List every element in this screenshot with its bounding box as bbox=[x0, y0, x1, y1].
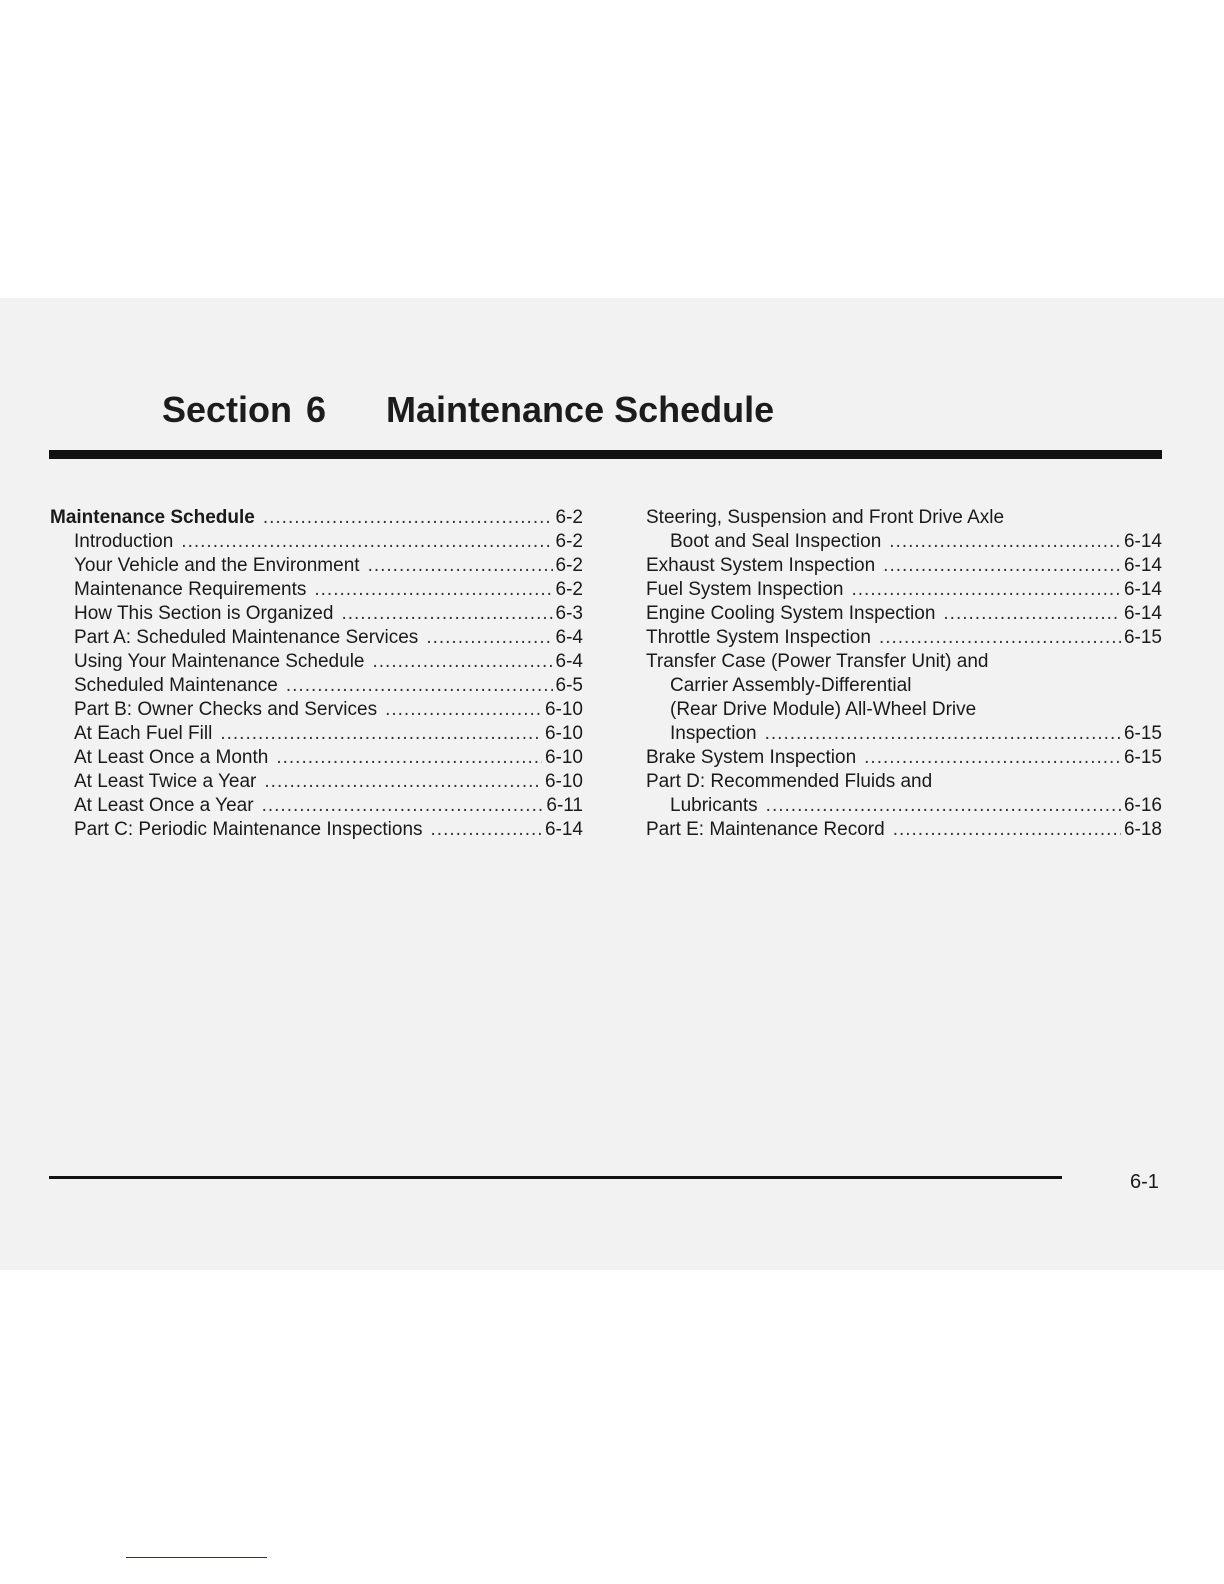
toc-page: 6-10 bbox=[544, 771, 583, 792]
toc-label: Part B: Owner Checks and Services bbox=[74, 699, 378, 720]
toc-label: Throttle System Inspection bbox=[646, 627, 871, 648]
toc-entry-brake[interactable] bbox=[646, 746, 1162, 770]
toc-entry-once-a-year[interactable] bbox=[50, 794, 583, 818]
toc-entry-maintenance-record[interactable] bbox=[646, 818, 1162, 842]
toc-page: 6-2 bbox=[555, 579, 583, 600]
toc-label: Inspection bbox=[670, 723, 757, 744]
toc-leader bbox=[181, 530, 552, 554]
toc-leader bbox=[879, 626, 1121, 650]
toc-label: Brake System Inspection bbox=[646, 747, 857, 768]
toc-right-column bbox=[646, 506, 1162, 842]
toc-steering-line1[interactable]: Steering, Suspension and Front Drive Axle bbox=[646, 507, 1005, 528]
link-underline[interactable] bbox=[126, 1557, 267, 1558]
section-title-text: Maintenance Schedule bbox=[386, 389, 775, 430]
toc-page: 6-14 bbox=[1123, 603, 1162, 624]
toc-leader bbox=[372, 650, 552, 674]
toc-page: 6-14 bbox=[1123, 579, 1162, 600]
toc-label: Maintenance Schedule bbox=[50, 507, 255, 528]
toc-leader bbox=[220, 722, 542, 746]
toc-entry-part-a[interactable] bbox=[50, 626, 583, 650]
toc-entry-part-c[interactable] bbox=[50, 818, 583, 842]
page-number: 6-1 bbox=[1130, 1171, 1159, 1193]
toc-page: 6-11 bbox=[546, 795, 583, 816]
toc-page: 6-10 bbox=[544, 699, 583, 720]
toc-label: At Least Once a Year bbox=[74, 795, 254, 816]
toc-entry-maintenance-schedule[interactable] bbox=[50, 506, 583, 530]
toc-label: At Each Fuel Fill bbox=[74, 723, 213, 744]
toc-label: Introduction bbox=[74, 531, 174, 552]
toc-label: Part A: Scheduled Maintenance Services bbox=[74, 627, 419, 648]
section-number: 6 bbox=[306, 389, 327, 430]
toc-page: 6-5 bbox=[555, 675, 583, 696]
toc-leader bbox=[341, 602, 552, 626]
toc-label: Scheduled Maintenance bbox=[74, 675, 278, 696]
toc-leader bbox=[262, 794, 544, 818]
toc-page: 6-4 bbox=[555, 651, 583, 672]
toc-leader bbox=[263, 506, 553, 530]
toc-page: 6-2 bbox=[555, 531, 583, 552]
toc-page: 6-2 bbox=[555, 507, 583, 528]
toc-page: 6-15 bbox=[1123, 627, 1162, 648]
toc-entry-vehicle-environment[interactable] bbox=[50, 554, 583, 578]
toc-leader bbox=[765, 722, 1121, 746]
toc-entry-introduction[interactable] bbox=[50, 530, 583, 554]
toc-entry-section-organized[interactable] bbox=[50, 602, 583, 626]
toc-entry-transfer-case[interactable] bbox=[646, 722, 1162, 746]
toc-page: 6-10 bbox=[544, 723, 583, 744]
toc-page: 6-14 bbox=[544, 819, 583, 840]
toc-label: Exhaust System Inspection bbox=[646, 555, 876, 576]
toc-page: 6-14 bbox=[1123, 531, 1162, 552]
toc-label: How This Section is Organized bbox=[74, 603, 334, 624]
toc-entry-twice-a-year[interactable] bbox=[50, 770, 583, 794]
toc-entry-engine-cooling[interactable] bbox=[646, 602, 1162, 626]
toc-leader bbox=[851, 578, 1120, 602]
toc-entry-exhaust[interactable] bbox=[646, 554, 1162, 578]
toc-leader bbox=[264, 770, 542, 794]
section-label: Section bbox=[162, 389, 293, 430]
toc-page: 6-15 bbox=[1123, 747, 1162, 768]
toc-transfer-line3[interactable]: (Rear Drive Module) All-Wheel Drive bbox=[670, 699, 977, 720]
toc-entry-fuel-system[interactable] bbox=[646, 578, 1162, 602]
toc-leader bbox=[286, 674, 553, 698]
toc-page: 6-15 bbox=[1123, 723, 1162, 744]
toc-page: 6-3 bbox=[555, 603, 583, 624]
toc-leader bbox=[368, 554, 553, 578]
toc-entry-fluids[interactable] bbox=[646, 794, 1162, 818]
toc-entry-steering[interactable] bbox=[646, 530, 1162, 554]
toc-label: Using Your Maintenance Schedule bbox=[74, 651, 365, 672]
toc-leader bbox=[883, 554, 1121, 578]
top-rule bbox=[49, 450, 1162, 459]
toc-label: At Least Once a Month bbox=[74, 747, 269, 768]
toc-fluids-line1[interactable]: Part D: Recommended Fluids and bbox=[646, 771, 933, 792]
toc-leader bbox=[314, 578, 552, 602]
toc-left-column bbox=[50, 506, 583, 842]
toc-label: Engine Cooling System Inspection bbox=[646, 603, 936, 624]
toc-entry-part-b[interactable] bbox=[50, 698, 583, 722]
toc-leader bbox=[893, 818, 1121, 842]
toc-transfer-line2[interactable]: Carrier Assembly-Differential bbox=[670, 675, 912, 696]
toc-entry-once-a-month[interactable] bbox=[50, 746, 583, 770]
toc-label: Boot and Seal Inspection bbox=[670, 531, 882, 552]
toc-page: 6-10 bbox=[544, 747, 583, 768]
toc-leader bbox=[431, 818, 542, 842]
toc-leader bbox=[276, 746, 542, 770]
toc-entry-scheduled-maintenance[interactable] bbox=[50, 674, 583, 698]
toc-page: 6-4 bbox=[555, 627, 583, 648]
bottom-rule bbox=[49, 1176, 1062, 1179]
toc-leader bbox=[864, 746, 1121, 770]
toc-label: Fuel System Inspection bbox=[646, 579, 844, 600]
toc-entry-each-fuel-fill[interactable] bbox=[50, 722, 583, 746]
toc-entry-using-schedule[interactable] bbox=[50, 650, 583, 674]
toc-entry-maintenance-requirements[interactable] bbox=[50, 578, 583, 602]
toc-label: Part C: Periodic Maintenance Inspections bbox=[74, 819, 423, 840]
toc-label: Your Vehicle and the Environment bbox=[74, 555, 360, 576]
toc-page: 6-16 bbox=[1123, 795, 1162, 816]
toc-label: Lubricants bbox=[670, 795, 758, 816]
toc-leader bbox=[943, 602, 1121, 626]
toc-entry-throttle[interactable] bbox=[646, 626, 1162, 650]
toc-transfer-line1[interactable]: Transfer Case (Power Transfer Unit) and bbox=[646, 651, 989, 672]
toc-leader bbox=[766, 794, 1121, 818]
toc-label: Maintenance Requirements bbox=[74, 579, 307, 600]
toc-page: 6-2 bbox=[555, 555, 583, 576]
toc-label: At Least Twice a Year bbox=[74, 771, 257, 792]
toc-leader bbox=[385, 698, 542, 722]
toc-page: 6-14 bbox=[1123, 555, 1162, 576]
toc-leader bbox=[426, 626, 552, 650]
toc-leader bbox=[889, 530, 1121, 554]
page-title bbox=[162, 388, 774, 432]
toc-label: Part E: Maintenance Record bbox=[646, 819, 885, 840]
toc-page: 6-18 bbox=[1123, 819, 1162, 840]
